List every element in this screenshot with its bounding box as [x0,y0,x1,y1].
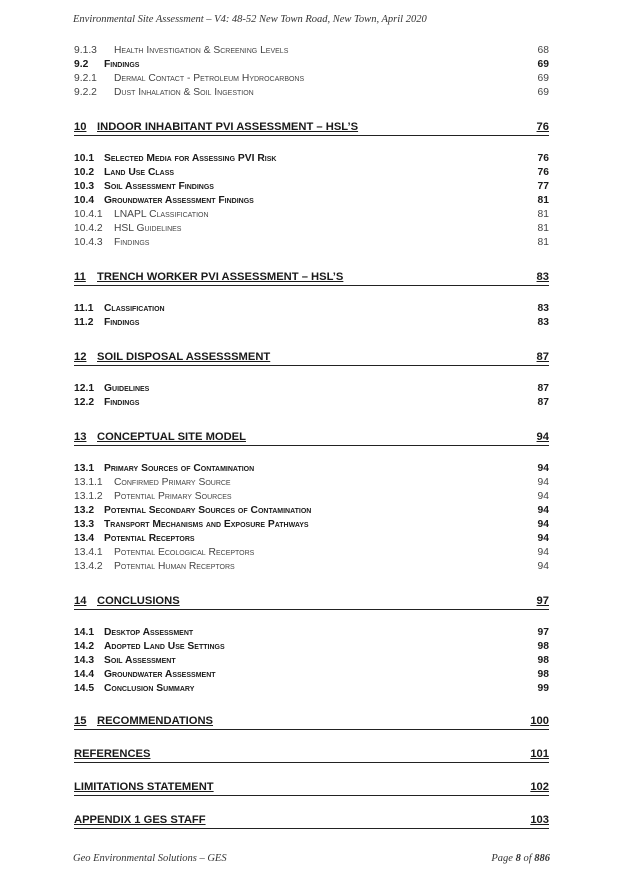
toc-entry-page: 87 [537,397,549,408]
toc-entry-number: 13.2 [74,505,95,516]
toc-entry-title: Potential Receptors [104,533,195,544]
toc-entry-page: 68 [537,45,549,56]
toc-section-heading[interactable] [74,747,549,763]
toc-entry-page: 100 [530,715,549,727]
toc-entry[interactable] [74,682,549,696]
toc-entry-page: 94 [537,491,549,502]
toc-entry-number: 10.4.1 [74,209,103,220]
toc-entry-title: Dermal Contact - Petroleum Hydrocarbons [114,73,305,84]
footer-page-prefix: Page [491,853,516,864]
toc-entry-page: 69 [537,73,549,84]
toc-entry-number: 14.2 [74,641,95,652]
toc-entry[interactable] [74,640,549,654]
toc-entry[interactable] [74,560,549,574]
footer-page-total: 886 [534,853,550,864]
toc-entry-title: Transport Mechanisms and Exposure Pathways [104,519,309,530]
toc-entry-title: Selected Media for Assessing PVI Risk [104,153,277,164]
toc-section-heading[interactable] [74,714,549,730]
toc-entry-number: 14 [74,595,87,607]
toc-entry-number: 10.1 [74,153,95,164]
toc-entry-title: Classification [104,303,165,314]
toc-entry-number: 9.2 [74,59,89,70]
toc-entry-title: SOIL DISPOSAL ASSESSSMENT [97,351,271,363]
toc-entry-number: 10.4 [74,195,95,206]
toc-entry-number: 12.1 [74,383,95,394]
toc-entry-title: Soil Assessment [104,655,176,666]
toc-section-heading[interactable] [74,594,549,610]
toc-entry-number: 11.2 [74,317,94,328]
toc-entry-page: 98 [537,655,549,666]
toc-entry-page: 81 [537,209,549,220]
toc-entry-title: Potential Primary Sources [114,491,232,502]
toc-entry-page: 81 [537,223,549,234]
toc-entry-number: 13.4.1 [74,547,103,558]
toc-entry-page: 69 [537,87,549,98]
toc-entry-page: 97 [536,595,549,607]
toc-entry-number: 10.4.2 [74,223,103,234]
toc-entry-number: 13.1.2 [74,491,103,502]
toc-entry[interactable] [74,382,549,396]
toc-entry-page: 97 [537,627,549,638]
toc-entry-page: 81 [537,195,549,206]
toc-entry-page: 102 [530,781,549,793]
toc-entry-title: HSL Guidelines [114,223,182,234]
toc-entry-title: Findings [104,317,140,328]
toc-entry-number: 13 [74,431,87,443]
toc-entry-number: 9.2.1 [74,73,97,84]
toc-entry-title: Potential Ecological Receptors [114,547,255,558]
toc-section-heading[interactable] [74,813,549,829]
toc-section-heading[interactable] [74,120,549,136]
toc-entry[interactable] [74,194,549,208]
toc-entry-title: Soil Assessment Findings [104,181,214,192]
toc-entry[interactable] [74,626,549,640]
toc-entry-page: 103 [530,814,549,826]
footer-page-current: 8 [515,853,521,864]
toc-entry-page: 94 [536,431,549,443]
toc-entry-page: 94 [537,477,549,488]
toc-entry[interactable] [74,222,549,236]
toc-entry-page: 76 [537,153,549,164]
toc-entry-page: 98 [537,669,549,680]
toc-entry-title: Confirmed Primary Source [114,477,231,488]
toc-entry-number: 13.1 [74,463,95,474]
toc-entry-title: Adopted Land Use Settings [104,641,225,652]
toc-entry[interactable] [74,180,549,194]
toc-entry[interactable] [74,302,549,316]
toc-entry-title: Desktop Assessment [104,627,194,638]
toc-entry-title: REFERENCES [74,748,151,760]
toc-entry-number: 10 [74,121,87,133]
toc-entry[interactable] [74,166,549,180]
toc-entry-page: 81 [537,237,549,248]
toc-entry-page: 94 [537,519,549,530]
toc-entry-number: 14.5 [74,683,95,694]
toc-entry[interactable] [74,518,549,532]
toc-entry-number: 12 [74,351,87,363]
toc-section-heading[interactable] [74,270,549,286]
toc-entry-number: 15 [74,715,87,727]
toc-entry-title: LNAPL Classification [114,209,209,220]
toc-entry-page: 69 [537,59,549,70]
toc-entry-page: 98 [537,641,549,652]
toc-entry[interactable] [74,490,549,504]
toc-entry-page: 99 [537,683,549,694]
toc-entry-number: 13.1.1 [74,477,103,488]
toc-entry-number: 13.4.2 [74,561,103,572]
toc-entry-title: Dust Inhalation & Soil Ingestion [114,87,254,98]
toc-entry-title: Potential Human Receptors [114,561,235,572]
toc-entry-number: 13.3 [74,519,95,530]
toc-entry-number: 11.1 [74,303,94,314]
toc-entry-number: 13.4 [74,533,95,544]
toc-entry-number: 11 [74,271,86,283]
toc-entry[interactable] [74,504,549,518]
toc-entry-title: TRENCH WORKER PVI ASSESSMENT – HSL’S [97,271,344,283]
footer-page-of: of [520,853,535,864]
toc-entry-page: 87 [536,351,549,363]
toc-entry[interactable] [74,532,549,546]
toc-entry-number: 12.2 [74,397,95,408]
toc-entry-title: Health Investigation & Screening Levels [114,45,289,56]
toc-entry-number: 9.1.3 [74,45,97,56]
toc-entry-page: 94 [537,547,549,558]
toc-entry-page: 94 [537,561,549,572]
toc-entry-page: 83 [537,303,549,314]
toc-entry-title: Groundwater Assessment Findings [104,195,254,206]
toc-entry-page: 94 [537,533,549,544]
toc-entry-title: Findings [104,59,140,70]
footer-page-number [491,853,550,864]
toc-entry-number: 14.4 [74,669,95,680]
toc-entry-title: Conclusion Summary [104,683,195,694]
toc-entry-number: 9.2.2 [74,87,97,98]
toc-section-heading[interactable] [74,350,549,366]
toc-entry-number: 14.3 [74,655,95,666]
toc-entry-page: 101 [530,748,549,760]
toc-entry-page: 87 [537,383,549,394]
toc-entry-title: Findings [114,237,150,248]
toc-entry[interactable] [74,72,549,86]
toc-entry-title: LIMITATIONS STATEMENT [74,781,214,793]
toc-entry-title: Groundwater Assessment [104,669,216,680]
toc-entry-number: 14.1 [74,627,95,638]
toc-entry-title: Guidelines [104,383,150,394]
toc-entry[interactable] [74,396,549,410]
toc-entry-title: Potential Secondary Sources of Contamination [104,505,312,516]
toc-entry-title: INDOOR INHABITANT PVI ASSESSMENT – HSL’S [97,121,359,133]
toc-section-heading[interactable] [74,430,549,446]
toc-entry-title: Primary Sources of Contamination [104,463,255,474]
toc-entry-page: 76 [536,121,549,133]
toc-entry[interactable] [74,86,549,100]
toc-entry[interactable] [74,546,549,560]
toc-entry[interactable] [74,668,549,682]
toc-entry[interactable] [74,236,549,250]
toc-entry-page: 83 [537,317,549,328]
footer-company: Geo Environmental Solutions – GES [73,853,227,864]
toc-entry-page: 77 [537,181,549,192]
toc-entry-number: 10.3 [74,181,95,192]
toc-entry-page: 94 [537,505,549,516]
toc-entry[interactable] [74,462,549,476]
toc-entry-page: 94 [537,463,549,474]
toc-entry-title: RECOMMENDATIONS [97,715,214,727]
page-header: Environmental Site Assessment – V4: 48-52 New Town Road, New Town, April 2020 [73,14,427,25]
toc-entry-page: 83 [536,271,549,283]
toc-entry-page: 76 [537,167,549,178]
toc-entry[interactable] [74,654,549,668]
toc-entry-title: Land Use Class [104,167,175,178]
toc-entry-title: APPENDIX 1 GES STAFF [74,814,206,826]
toc-entry[interactable] [74,476,549,490]
toc-entry-number: 10.2 [74,167,95,178]
toc-entry[interactable] [74,44,549,58]
toc-entry-title: CONCLUSIONS [97,595,180,607]
toc-section-heading[interactable] [74,780,549,796]
toc-entry-title: Findings [104,397,140,408]
toc-entry[interactable] [74,58,549,72]
toc-entry[interactable] [74,208,549,222]
toc-entry-title: CONCEPTUAL SITE MODEL [97,431,246,443]
toc-entry[interactable] [74,316,549,330]
toc-entry[interactable] [74,152,549,166]
toc-entry-number: 10.4.3 [74,237,103,248]
